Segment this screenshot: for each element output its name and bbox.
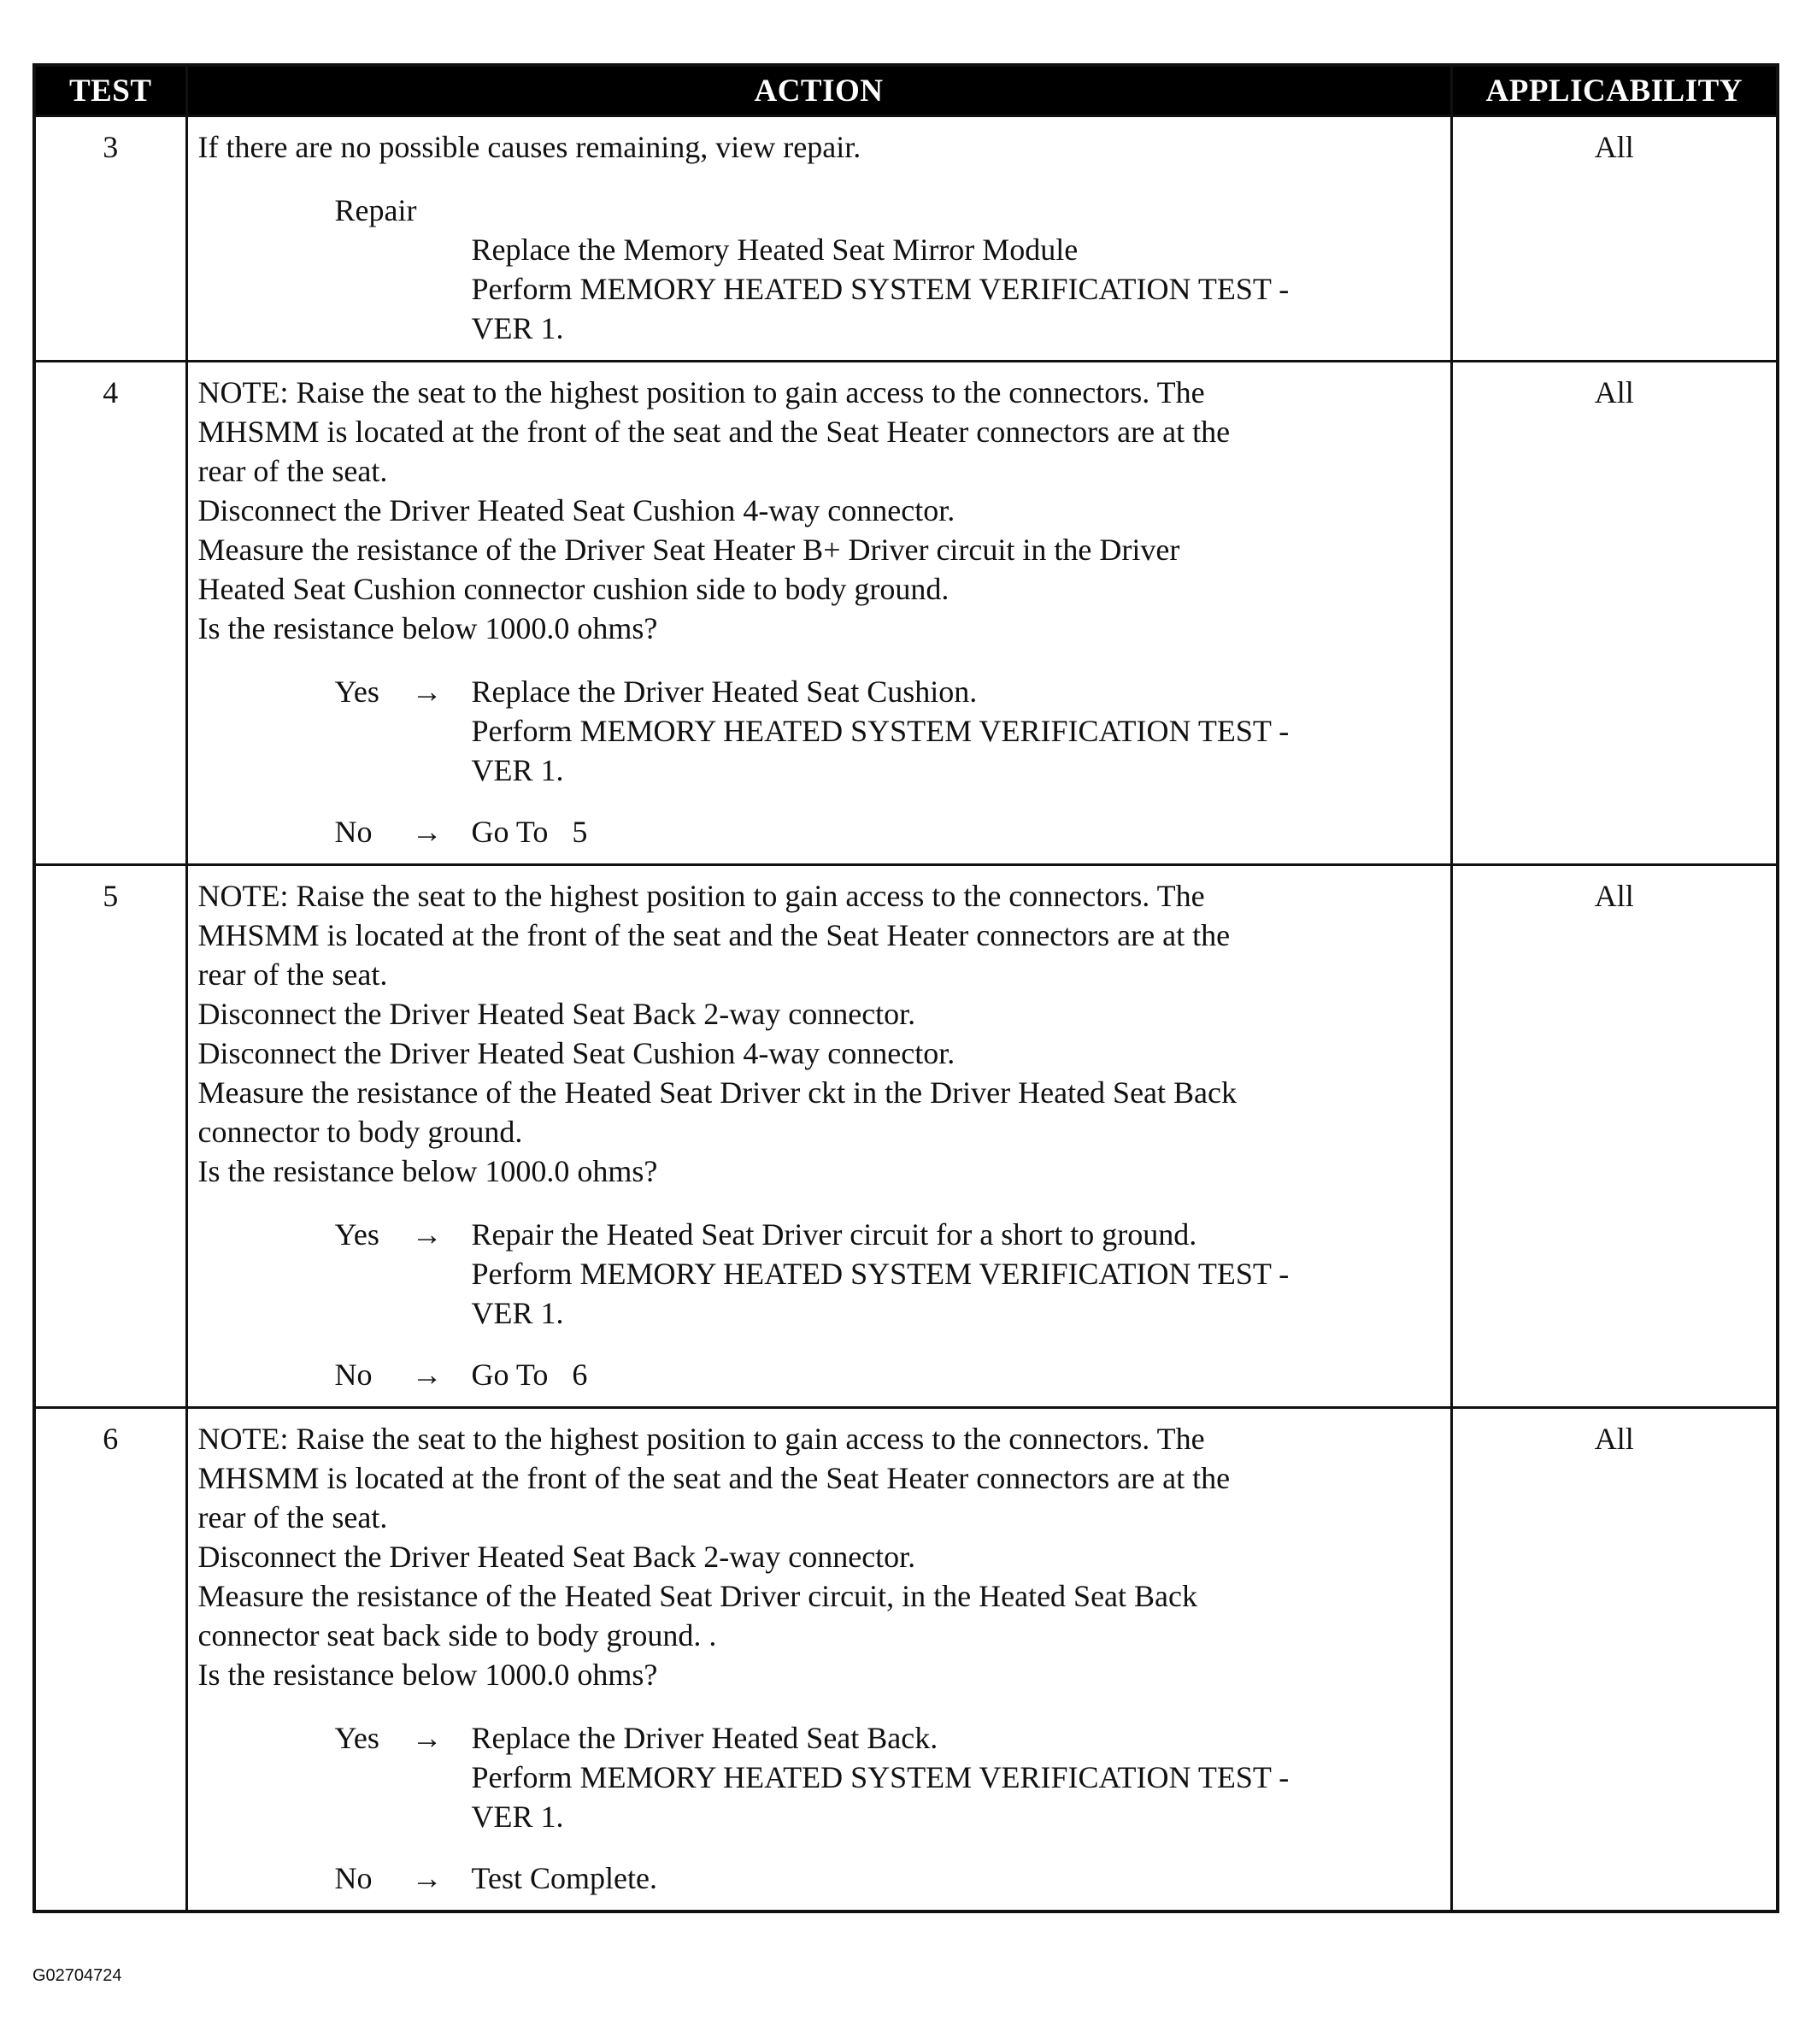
yes-result-line: VER 1. xyxy=(471,1296,564,1330)
repair-line: VER 1. xyxy=(471,311,564,345)
arrow-icon: → xyxy=(411,1861,443,1895)
yes-result-line: VER 1. xyxy=(471,753,564,787)
header-applicability: APPLICABILITY xyxy=(1451,65,1778,116)
action-line: rear of the seat. xyxy=(197,454,388,488)
action-line: If there are no possible causes remaining, view repair. xyxy=(197,130,861,164)
figure-code: G02704724 xyxy=(32,1966,122,1985)
table-row-test-5 xyxy=(34,865,1778,1408)
applicability-value: All xyxy=(1451,116,1778,362)
action-line: Measure the resistance of the Heated Seat Driver circuit, in the Heated Seat Back xyxy=(197,1579,1198,1613)
yes-result-line: VER 1. xyxy=(471,1800,564,1834)
yes-answer xyxy=(335,1215,1442,1333)
yes-label: Yes xyxy=(334,1721,379,1755)
action-line: Is the resistance below 1000.0 ohms? xyxy=(197,1154,658,1188)
action-cell xyxy=(186,1408,1451,1912)
no-label: No xyxy=(334,1358,373,1392)
no-result: Go To xyxy=(471,1358,549,1392)
no-answer xyxy=(335,812,1442,851)
action-line: rear of the seat. xyxy=(197,957,388,992)
table-row-test-3 xyxy=(34,116,1778,362)
action-line: MHSMM is located at the front of the seat and the Seat Heater connectors are at the xyxy=(197,918,1231,952)
yes-result-line: Perform MEMORY HEATED SYSTEM VERIFICATION TEST - xyxy=(471,714,1290,748)
test-number: 6 xyxy=(34,1408,186,1912)
table-header-row xyxy=(34,65,1778,116)
action-line: NOTE: Raise the seat to the highest position to gain access to the connectors. The xyxy=(197,879,1205,913)
action-cell xyxy=(186,865,1451,1408)
yes-label: Yes xyxy=(334,674,379,709)
action-line: MHSMM is located at the front of the seat and the Seat Heater connectors are at the xyxy=(197,415,1231,449)
diagnostic-test-table xyxy=(32,63,1779,1913)
action-line: Heated Seat Cushion connector cushion side to body ground. xyxy=(197,572,950,606)
action-line: Disconnect the Driver Heated Seat Cushion 4-way connector. xyxy=(197,493,955,527)
no-result: Test Complete. xyxy=(471,1861,657,1895)
yes-result-line: Perform MEMORY HEATED SYSTEM VERIFICATION TEST - xyxy=(471,1257,1290,1291)
goto-test-number: 5 xyxy=(572,815,588,849)
action-line: connector to body ground. xyxy=(197,1115,523,1149)
action-line: rear of the seat. xyxy=(197,1500,388,1534)
no-label: No xyxy=(334,815,373,849)
applicability-value: All xyxy=(1451,865,1778,1408)
action-line: Measure the resistance of the Heated Seat Driver ckt in the Driver Heated Seat Back xyxy=(197,1075,1237,1110)
yes-result-line: Repair the Heated Seat Driver circuit for a short to ground. xyxy=(471,1217,1197,1252)
yes-result-line: Perform MEMORY HEATED SYSTEM VERIFICATION TEST - xyxy=(471,1760,1290,1794)
no-answer xyxy=(335,1355,1442,1394)
action-line: Disconnect the Driver Heated Seat Cushion 4-way connector. xyxy=(197,1036,955,1070)
goto-test-number: 6 xyxy=(572,1358,588,1392)
action-line: Disconnect the Driver Heated Seat Back 2-way connector. xyxy=(197,997,916,1031)
repair-label: Repair xyxy=(334,193,417,227)
header-test: TEST xyxy=(34,65,186,116)
arrow-icon: → xyxy=(411,815,443,849)
action-line: MHSMM is located at the front of the seat and the Seat Heater connectors are at the xyxy=(197,1461,1231,1495)
repair-line: Replace the Memory Heated Seat Mirror Module xyxy=(471,233,1079,267)
table-row-test-6 xyxy=(34,1408,1778,1912)
action-line: NOTE: Raise the seat to the highest position to gain access to the connectors. The xyxy=(197,375,1205,409)
yes-label: Yes xyxy=(334,1217,379,1252)
arrow-icon: → xyxy=(411,1358,443,1392)
repair-line: Perform MEMORY HEATED SYSTEM VERIFICATION TEST - xyxy=(471,272,1290,306)
action-line: Is the resistance below 1000.0 ohms? xyxy=(197,1658,658,1692)
no-answer xyxy=(335,1858,1442,1898)
yes-answer xyxy=(335,672,1442,790)
action-line: Measure the resistance of the Driver Seat Heater B+ Driver circuit in the Driver xyxy=(197,533,1180,567)
action-line: NOTE: Raise the seat to the highest position to gain access to the connectors. The xyxy=(197,1422,1205,1456)
yes-result-line: Replace the Driver Heated Seat Cushion. xyxy=(471,674,978,709)
no-label: No xyxy=(334,1861,373,1895)
action-line: Disconnect the Driver Heated Seat Back 2-way connector. xyxy=(197,1540,916,1574)
test-number: 3 xyxy=(34,116,186,362)
no-result: Go To xyxy=(471,815,549,849)
action-line: connector seat back side to body ground. . xyxy=(197,1618,717,1652)
diagnostic-table-container xyxy=(32,63,1776,1913)
test-number: 5 xyxy=(34,865,186,1408)
yes-result-line: Replace the Driver Heated Seat Back. xyxy=(471,1721,938,1755)
yes-answer xyxy=(335,1718,1442,1836)
action-cell xyxy=(186,362,1451,865)
applicability-value: All xyxy=(1451,362,1778,865)
header-action: ACTION xyxy=(186,65,1451,116)
table-row-test-4 xyxy=(34,362,1778,865)
arrow-icon: → xyxy=(411,674,443,709)
action-cell xyxy=(186,116,1451,362)
test-number: 4 xyxy=(34,362,186,865)
arrow-icon: → xyxy=(411,1217,443,1252)
action-line: Is the resistance below 1000.0 ohms? xyxy=(197,611,658,645)
arrow-icon: → xyxy=(411,1721,443,1755)
applicability-value: All xyxy=(1451,1408,1778,1912)
